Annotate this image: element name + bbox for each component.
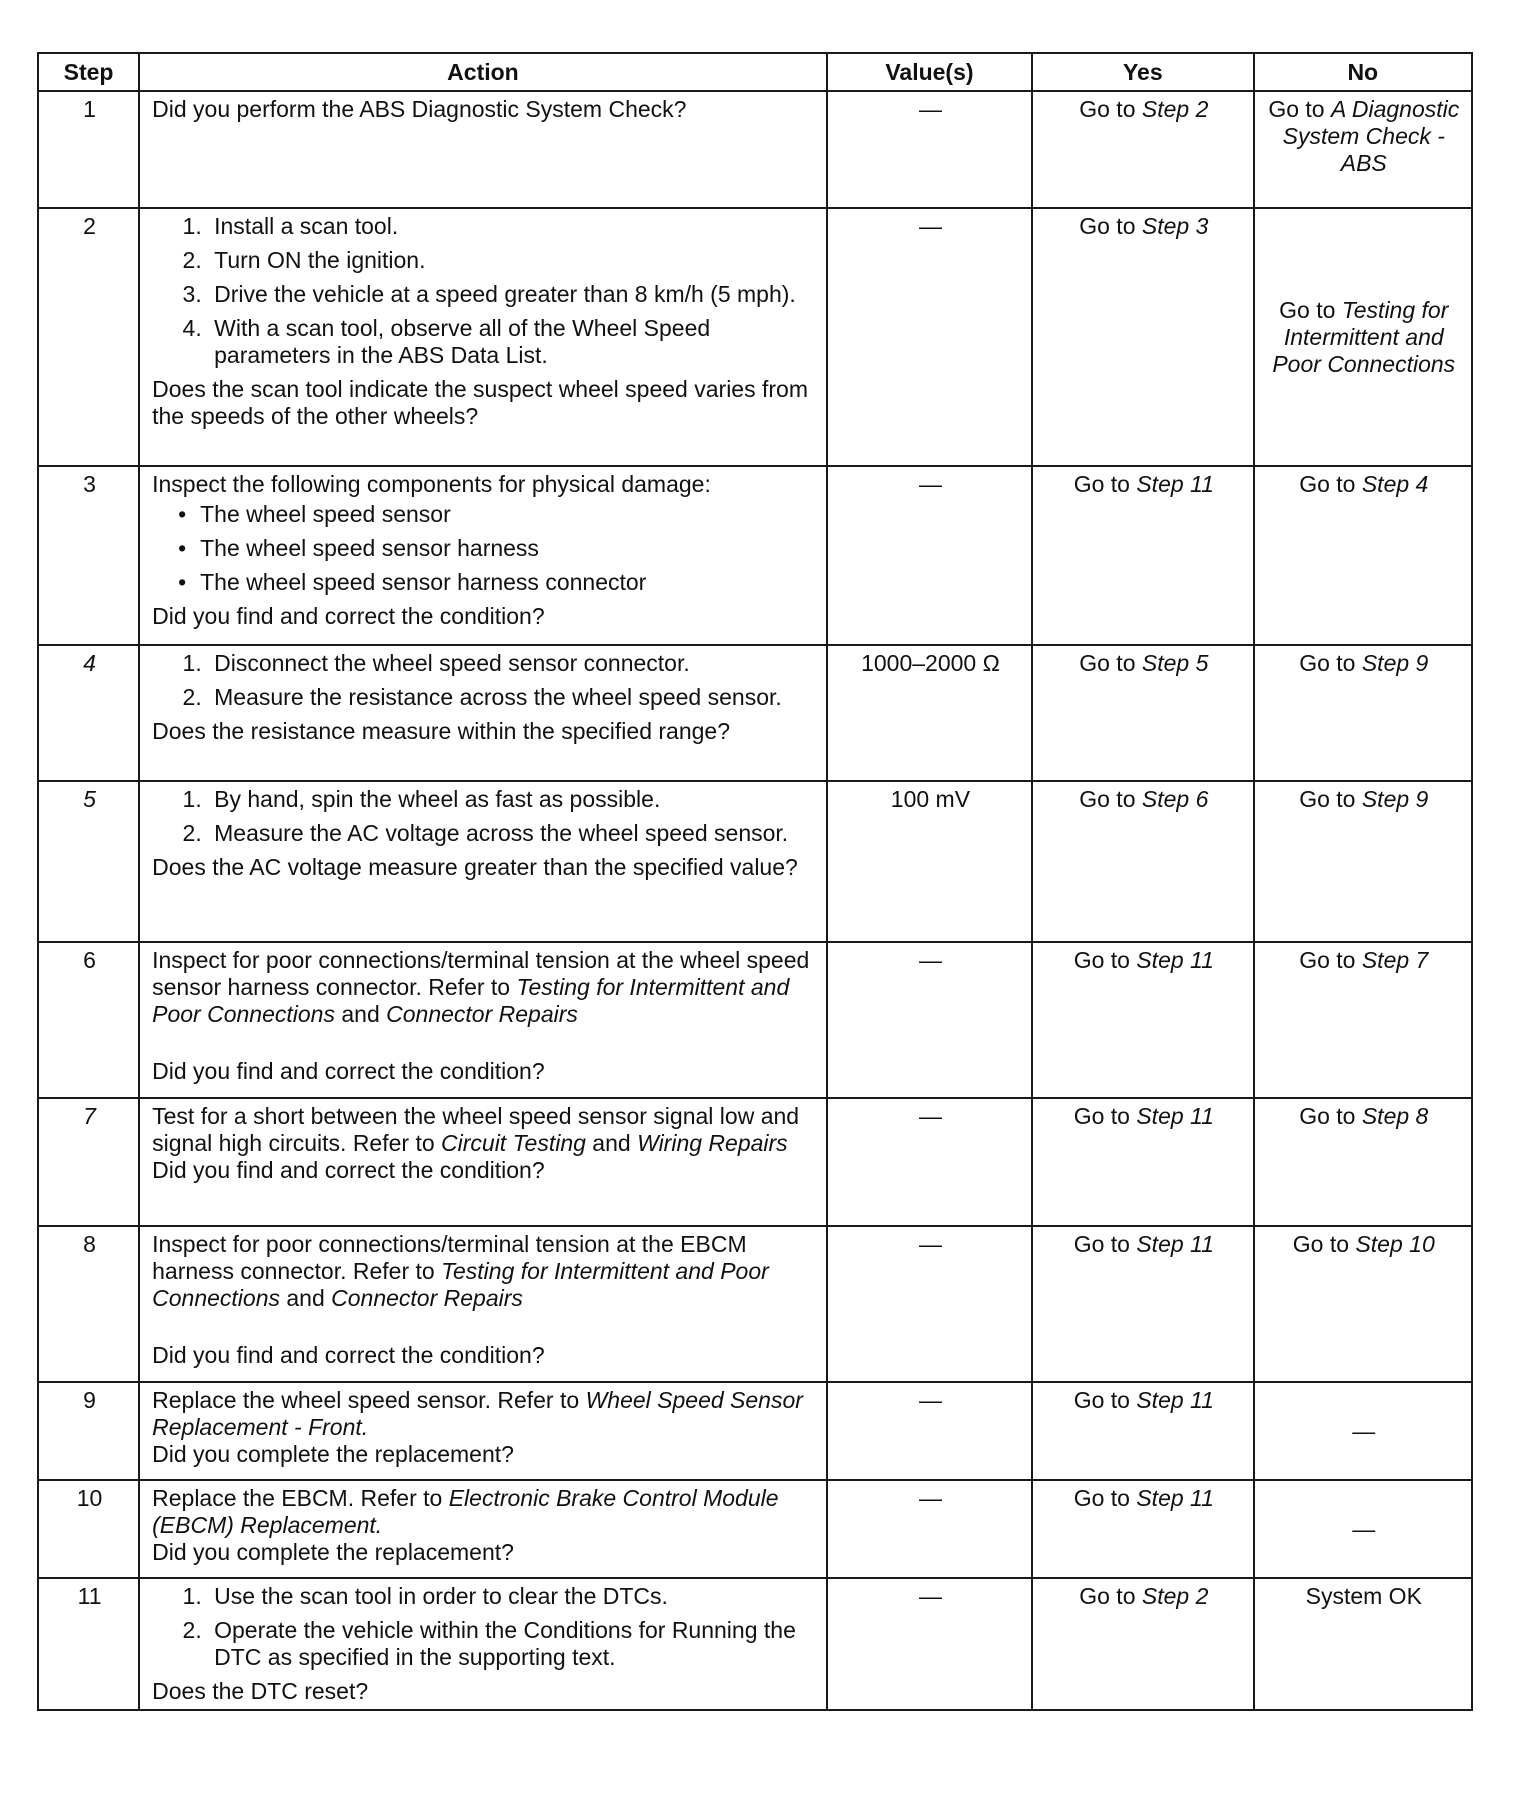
list-item: 1. Disconnect the wheel speed sensor connector. [208,650,816,677]
procedure-reference: Wiring Repairs [637,1130,788,1156]
component-bullet-list [152,501,816,596]
conjunction-text: and [334,1001,387,1027]
step-number: 1 [38,91,139,208]
procedure-reference: Electronic Brake Control Module (EBCM) Replacement. [152,1485,779,1538]
go-to-text: Go to [1079,213,1142,239]
procedure-reference: Testing for Intermittent and Poor Connections [152,1258,769,1311]
step-reference: Step 11 [1136,1387,1214,1413]
step-reference: Step 11 [1136,1485,1214,1511]
value-cell: — [827,1226,1032,1382]
action-instruction [152,1387,816,1441]
value-cell: — [827,1480,1032,1578]
action-steps-list [152,213,816,369]
action-steps-list [152,786,816,847]
yes-cell [1032,781,1253,942]
action-intro: Inspect the following components for physical damage: [152,471,711,497]
go-to-text: Go to [1299,786,1362,812]
table-row [38,1226,1472,1382]
action-instruction [152,1485,816,1539]
go-to-text: Go to [1268,96,1331,122]
procedure-reference: Connector Repairs [331,1285,523,1311]
step-number: 5 [38,781,139,942]
go-to-text: Go to [1079,96,1142,122]
no-cell [1254,942,1472,1098]
procedure-reference: Circuit Testing [441,1130,586,1156]
step-reference: Step 7 [1361,947,1429,973]
action-question: Does the resistance measure within the specified range? [152,718,730,744]
step-number: 9 [38,1382,139,1480]
procedure-reference: Connector Repairs [386,1001,578,1027]
go-to-text: Go to [1073,1103,1137,1129]
yes-cell [1032,942,1253,1098]
action-cell [139,1480,827,1578]
table-row [38,1480,1472,1578]
action-cell [139,1098,827,1226]
action-cell [139,645,827,781]
yes-cell [1032,1098,1253,1226]
step-number: 2 [38,208,139,466]
instruction-text: Test for a short between the wheel speed sensor signal low and signal high circuits. Refer to [152,1103,800,1156]
step-reference: Step 11 [1136,471,1214,497]
step-number: 3 [38,466,139,645]
header-action: Action [139,53,827,91]
table-row [38,1382,1472,1480]
instruction-text: Inspect for poor connections/terminal tension at the EBCM harness connector. Refer to [152,1231,747,1284]
procedure-reference: Testing for Intermittent and Poor Connections [152,974,790,1027]
list-item: 1. Install a scan tool. [208,213,816,240]
list-item: 2. Measure the AC voltage across the wheel speed sensor. [208,820,816,847]
action-question: Did you find and correct the condition? [152,1342,545,1368]
go-to-text: Go to [1079,786,1142,812]
step-reference: Step 4 [1361,471,1429,497]
step-reference: Step 11 [1136,1103,1214,1129]
step-number: 7 [38,1098,139,1226]
procedure-reference: Wheel Speed Sensor Replacement - Front. [152,1387,803,1440]
action-question: Does the scan tool indicate the suspect wheel speed varies from the speeds of the other wheels? [152,376,808,429]
header-no: No [1254,53,1472,91]
table-row [38,942,1472,1098]
list-item: • The wheel speed sensor harness [200,535,816,562]
action-cell [139,1226,827,1382]
action-instruction [152,1103,816,1157]
value-cell: 1000–2000 Ω [827,645,1032,781]
go-to-text: Go to [1279,296,1342,323]
no-cell: — [1254,1382,1472,1480]
header-values: Value(s) [827,53,1032,91]
diagnostic-table [37,52,1473,1711]
action-cell [139,1382,827,1480]
value-cell: — [827,1382,1032,1480]
go-to-text: Go to [1079,1583,1142,1609]
no-cell [1254,91,1472,208]
step-reference: Step 9 [1361,786,1429,812]
instruction-text: Replace the wheel speed sensor. Refer to [152,1387,586,1413]
list-item: 4. With a scan tool, observe all of the Wheel Speed parameters in the ABS Data List. [208,315,816,369]
list-item: 2. Measure the resistance across the wheel speed sensor. [208,684,816,711]
step-reference: Step 8 [1361,1103,1429,1129]
go-to-text: Go to [1073,471,1137,497]
list-item: 2. Operate the vehicle within the Conditions for Running the DTC as specified in the supporting text. [208,1617,816,1671]
value-cell: — [827,1098,1032,1226]
action-cell [139,1578,827,1710]
action-question: Did you find and correct the condition? [152,603,545,629]
list-item: • The wheel speed sensor [200,501,816,528]
conjunction-text: and [279,1285,332,1311]
value-cell: — [827,91,1032,208]
step-reference: Step 2 [1141,96,1209,122]
table-row [38,208,1472,466]
go-to-text: Go to [1073,1387,1137,1413]
yes-cell [1032,208,1253,466]
no-cell: — [1254,1480,1472,1578]
step-reference: Step 11 [1136,1231,1214,1257]
list-item: 1. Use the scan tool in order to clear the DTCs. [208,1583,816,1610]
value-cell: — [827,942,1032,1098]
header-step: Step [38,53,139,91]
yes-cell [1032,466,1253,645]
action-question: Does the DTC reset? [152,1678,369,1704]
table-row [38,1098,1472,1226]
list-item: 3. Drive the vehicle at a speed greater than 8 km/h (5 mph). [208,281,816,308]
action-cell [139,466,827,645]
conjunction-text: and [585,1130,638,1156]
value-cell: — [827,1578,1032,1710]
go-to-text: Go to [1299,947,1362,973]
go-to-text: Go to [1079,650,1142,676]
step-reference: Step 9 [1361,650,1429,676]
action-steps-list [152,1583,816,1671]
action-cell [139,942,827,1098]
yes-cell [1032,1480,1253,1578]
value-cell: — [827,466,1032,645]
no-cell: System OK [1254,1578,1472,1710]
list-item: • The wheel speed sensor harness connector [200,569,816,596]
action-question: Did you perform the ABS Diagnostic System Check? [152,96,687,122]
no-cell [1254,466,1472,645]
no-cell [1254,645,1472,781]
table-row [38,466,1472,645]
table-row [38,1578,1472,1710]
go-to-text: Go to [1073,1485,1137,1511]
step-number: 8 [38,1226,139,1382]
procedure-reference: A Diagnostic System Check - ABS [1282,96,1460,176]
yes-cell [1032,1382,1253,1480]
yes-cell [1032,91,1253,208]
step-reference: Step 11 [1136,947,1214,973]
table-row [38,91,1472,208]
yes-cell [1032,1578,1253,1710]
step-reference: Step 5 [1141,650,1209,676]
table-row [38,781,1472,942]
no-cell [1254,208,1472,466]
instruction-text: Inspect for poor connections/terminal tension at the wheel speed sensor harness connector. Refer to [152,947,810,1000]
no-cell [1254,1226,1472,1382]
step-number: 10 [38,1480,139,1578]
value-cell: — [827,208,1032,466]
list-item: 2. Turn ON the ignition. [208,247,816,274]
value-cell: 100 mV [827,781,1032,942]
step-number: 4 [38,645,139,781]
step-number: 11 [38,1578,139,1710]
yes-cell [1032,1226,1253,1382]
action-steps-list [152,650,816,711]
action-question: Did you find and correct the condition? [152,1157,545,1183]
action-question: Did you complete the replacement? [152,1441,514,1467]
go-to-text: Go to [1299,650,1362,676]
step-number: 6 [38,942,139,1098]
go-to-text: Go to [1299,471,1362,497]
list-item: 1. By hand, spin the wheel as fast as possible. [208,786,816,813]
go-to-text: Go to [1073,947,1137,973]
action-instruction [152,1231,816,1312]
table-row [38,645,1472,781]
step-reference: Step 2 [1141,1583,1209,1609]
go-to-text: Go to [1292,1231,1356,1257]
step-reference: Step 10 [1355,1231,1435,1257]
action-cell [139,91,827,208]
action-question: Did you complete the replacement? [152,1539,514,1565]
action-instruction [152,947,816,1028]
go-to-text: Go to [1299,1103,1362,1129]
instruction-text: Replace the EBCM. Refer to [152,1485,449,1511]
step-reference: Step 6 [1141,786,1209,812]
table-header-row [38,53,1472,91]
action-question: Does the AC voltage measure greater than the specified value? [152,854,798,880]
action-question: Did you find and correct the condition? [152,1058,545,1084]
step-reference: Step 3 [1141,213,1209,239]
no-cell [1254,1098,1472,1226]
no-cell [1254,781,1472,942]
header-yes: Yes [1032,53,1253,91]
procedure-reference: Testing for Intermittent and Poor Connections [1272,296,1456,377]
action-cell [139,208,827,466]
action-cell [139,781,827,942]
go-to-text: Go to [1073,1231,1137,1257]
yes-cell [1032,645,1253,781]
